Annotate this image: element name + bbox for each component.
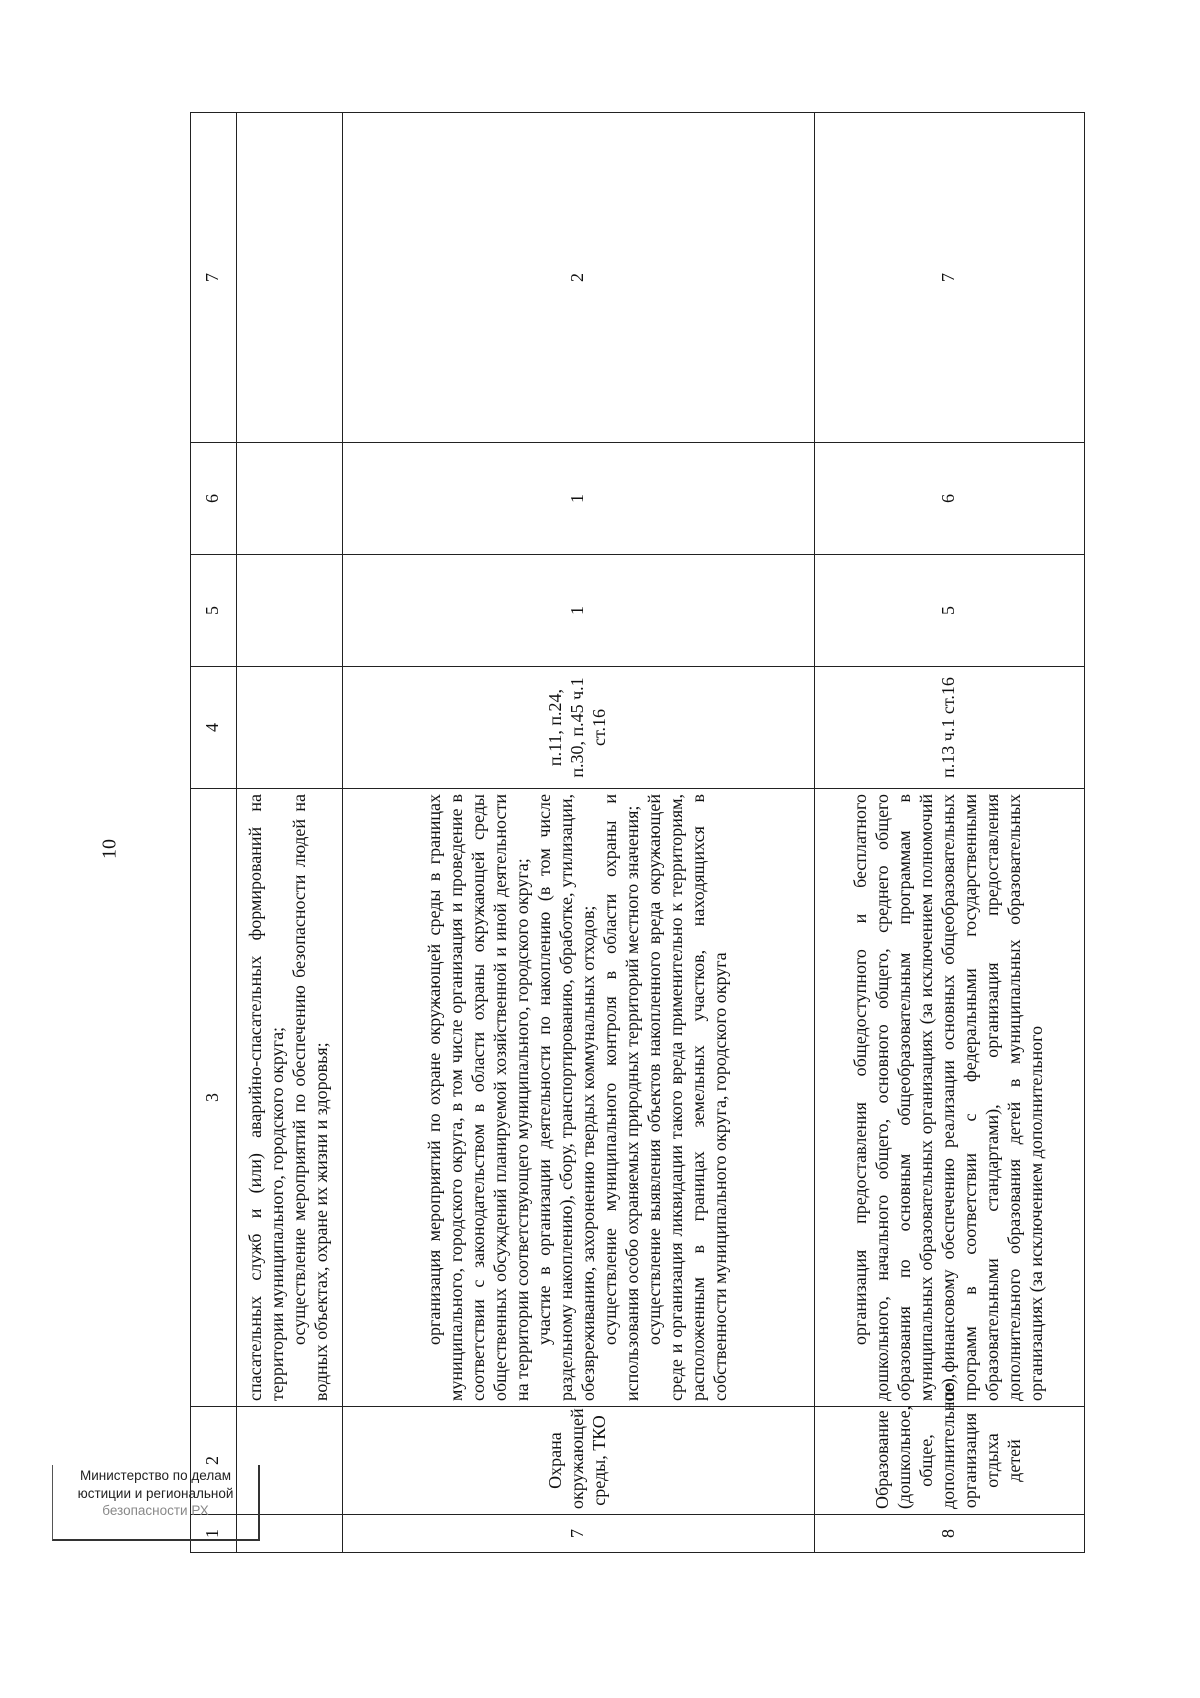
row-number: 7 <box>342 1515 814 1553</box>
law-reference: п.13 ч.1 ст.16 <box>814 667 1084 789</box>
table-row-7 <box>342 113 814 1553</box>
table-row-8 <box>814 113 1084 1553</box>
powers-paragraph: организация мероприятий по охране окружающей среды в границах муниципального, городского округа, в том числе организация и проведение в соответствии с законодательством в области охраны окружающей среды общественных обсуждений планируемой хозяйственной и иной деятельности на территории соответствующего муниципального, городского округа; <box>424 794 533 1401</box>
powers-paragraph: осуществление выявления объектов накопленного вреда окружающей среде и организация ликвидации такого вреда применительно к территориям, расположенным в границах земельных участков, находящихся в собственности муниципального округа, городского округа <box>643 794 730 1401</box>
rotated-table-container <box>190 113 1085 1553</box>
rotated-table-inner <box>190 113 1085 1553</box>
powers-paragraph: участие в организации деятельности по накоплению (в том числе раздельному накоплению), сбору, транспортированию, обработке, утилизации, обезвреживанию, захоронению твердых коммунальных отходов; <box>534 794 599 1401</box>
value-col-5: 5 <box>814 555 1084 667</box>
value-col-5: 1 <box>342 555 814 667</box>
powers-table <box>190 112 1085 1553</box>
header-col-3: 3 <box>191 789 237 1407</box>
header-col-4: 4 <box>191 667 237 789</box>
stamp-line: Министерство по делам <box>80 1468 231 1483</box>
cell-c7 <box>236 113 342 443</box>
value-col-6: 1 <box>342 443 814 555</box>
cell-powers <box>236 789 342 1407</box>
sphere-name: Охрана окружающей среды, ТКО <box>342 1407 814 1515</box>
stamp-line: юстиции и региональной <box>77 1485 234 1501</box>
row-number: 8 <box>814 1515 1084 1553</box>
sphere-name: Образование (дошкольное, общее, дополнительное), организация отдыха детей <box>814 1407 1084 1515</box>
header-col-7: 7 <box>191 113 237 443</box>
header-col-6: 6 <box>191 443 237 555</box>
header-col-2: 2 <box>191 1407 237 1515</box>
ministry-stamp <box>52 1465 260 1541</box>
cell-c6 <box>236 443 342 555</box>
cell-powers <box>814 789 1084 1407</box>
powers-paragraph: осуществление мероприятий по обеспечению безопасности людей на водных объектах, охране их жизни и здоровья; <box>289 794 332 1401</box>
powers-paragraph: организация предоставления общедоступного и бесплатного дошкольного, начального общего, основного общего, среднего общего образования по основным общеобразовательным программам в муниципальных образовательных организациях (за исключением полномочий по финансовому обеспечению реализации основных общеобразовательных программ в соответствии с федеральными государственными образовательными стандартами), организация предоставления дополнительного образования детей в муниципальных образовательных организациях (за исключением дополнительного <box>850 794 1047 1401</box>
page-number: 10 <box>98 839 121 859</box>
powers-paragraph: осуществление муниципального контроля в области охраны и использования особо охраняемых природных территорий местного значения; <box>600 794 642 1401</box>
header-col-5: 5 <box>191 555 237 667</box>
table-header-row <box>191 113 237 1553</box>
powers-paragraph: спасательных служб и (или) аварийно-спасательных формирований на территории муниципального, городского округа; <box>245 794 288 1401</box>
table-row-continuation <box>236 113 342 1553</box>
value-col-6: 6 <box>814 443 1084 555</box>
cell-powers <box>342 789 814 1407</box>
value-col-7: 2 <box>342 113 814 443</box>
header-col-1: 1 <box>191 1515 237 1553</box>
law-reference: п.11, п.24, п.30, п.45 ч.1 ст.16 <box>342 667 814 789</box>
cell-c5 <box>236 555 342 667</box>
value-col-7: 7 <box>814 113 1084 443</box>
stamp-line: безопасности РХ <box>102 1503 209 1519</box>
cell-law <box>236 667 342 789</box>
